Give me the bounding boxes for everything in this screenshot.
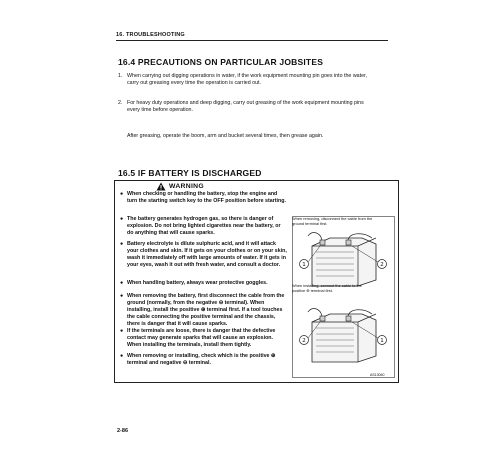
bullet-dot: ● [120,293,124,299]
warning-bullet-text: When handling battery, always wear protective goggles. [127,280,268,286]
bullet-dot: ● [120,353,124,359]
warning-label: WARNING [169,183,204,190]
warning-bullet-text: When removing the battery, first disconnect the cable from the ground (normally, from the negative ⊖ terminal). When installing, install the positive ⊕ terminal first. If a tool touches the cable connecting the positive terminal and the chassis, there is danger that it will cause sparks. [127,293,285,328]
section-title-16-5: 16.5 IF BATTERY IS DISCHARGED [118,168,262,178]
warning-bullet-text: If the terminals are loose, there is danger that the defective contact may generate sparks that will cause an explosion. When installing the terminals, install them tightly. [127,328,276,349]
warning-bullet-text: Battery electrolyte is dilute sulphuric acid, and it will attack your clothes and skin. If it gets on your clothes or on your skin, wash it immediately off with large amounts of water. If it gets in your eyes, wash it out with fresh water, and consult a doctor. [127,241,287,269]
warning-bullet-text: The battery generates hydrogen gas, so there is danger of explosion. Do not bring lighted cigarettes near the battery, or do anything that will cause sparks. [127,216,281,237]
list-item-number: 1. [118,73,123,79]
callout-1-bottom: 1 [380,338,384,344]
after-greasing-paragraph: After greasing, operate the boom, arm and bucket several times, then grease again. [127,133,324,139]
list-item-text: For heavy duty operations and deep digging, carry out greasing of the work equipment mounting pins every time before operation. [127,100,364,114]
bullet-dot: ● [120,216,124,222]
figure-caption-installing: When installing, connect the cable to the positive ⊕ terminal first. [292,283,362,293]
running-head: 16. TROUBLESHOOTING [116,32,185,38]
warning-bullet-text: When removing or installing, check which is the positive ⊕ terminal and negative ⊖ terminal. [127,353,276,367]
callout-2-top: 2 [380,262,384,268]
bullet-dot: ● [120,241,124,247]
battery-illustration [292,216,395,378]
list-item-text: When carrying out digging operations in water, if the work equipment mounting pin goes into the water, carry out greasing every time the operation is carried out. [127,73,367,87]
bullet-dot: ● [120,328,124,334]
battery-installing-figure [300,309,387,362]
callout-1-top: 1 [302,262,306,268]
section-title-16-4: 16.4 PRECAUTIONS ON PARTICULAR JOBSITES [118,57,324,67]
figure-caption-removing: When removing, disconnect the cable from the ground terminal first. [292,216,373,226]
bullet-dot: ● [120,280,124,286]
warning-triangle-icon [156,182,166,191]
figure-code: AS13060 [370,373,385,377]
callout-2-bottom: 2 [302,338,306,344]
warning-bullet-text: When checking or handling the battery, stop the engine and turn the starting switch key to the OFF position before starting. [127,191,286,205]
header-rule [116,40,388,41]
bullet-dot: ● [120,191,124,197]
warning-header [156,182,204,191]
page-number: 2-86 [117,428,129,434]
battery-removing-figure [300,233,387,286]
list-item-number: 2. [118,100,123,106]
